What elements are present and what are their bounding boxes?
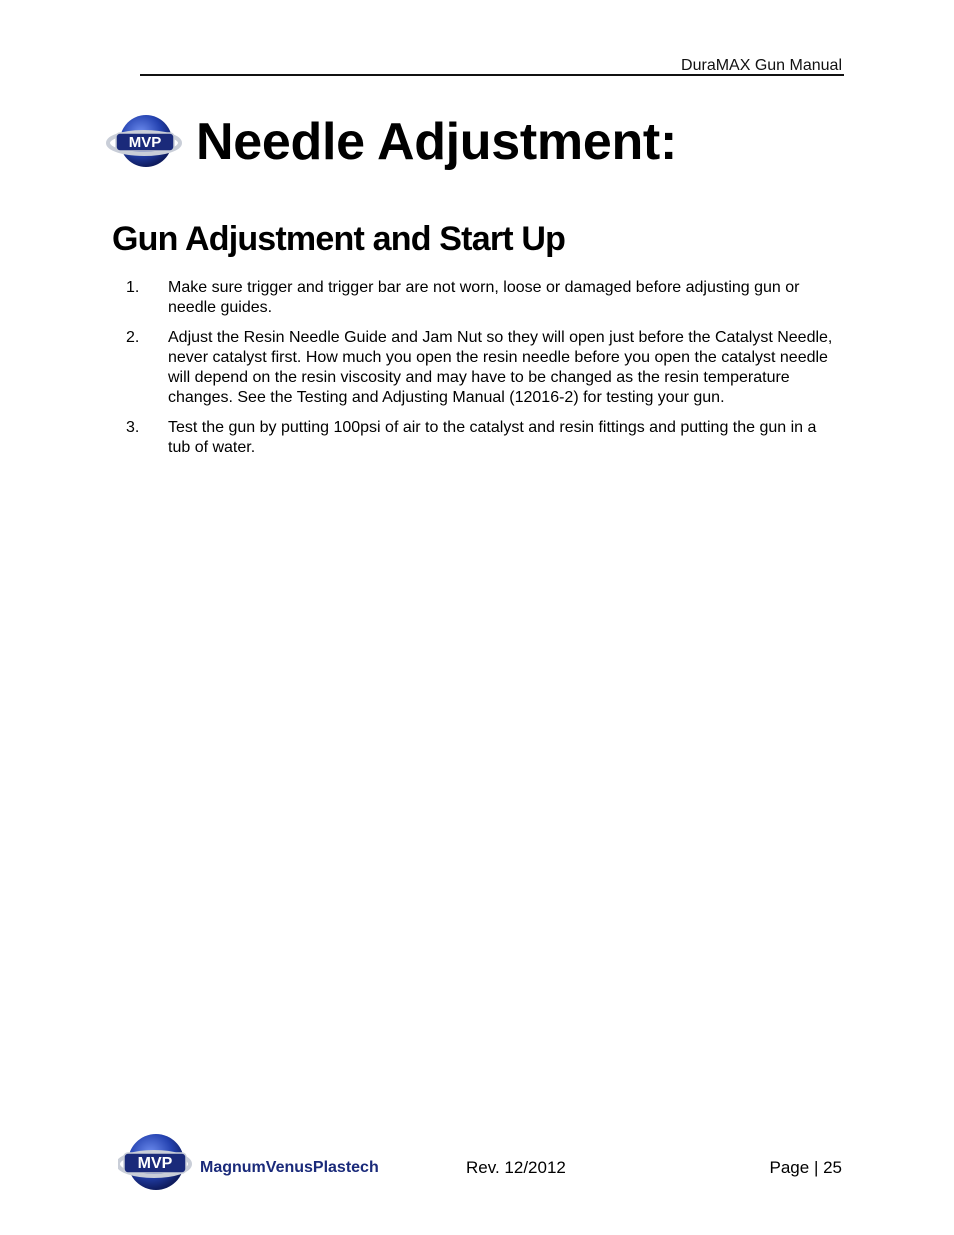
page-title: Needle Adjustment: [196, 113, 677, 171]
mvp-logo-icon [106, 113, 182, 169]
list-item [112, 418, 842, 458]
step-text: Test the gun by putting 100psi of air to the catalyst and resin fittings and putting the gun in a tub of water. [168, 419, 817, 456]
company-name: MagnumVenusPlastech [200, 1159, 379, 1176]
footer-page-number: Page | 25 [769, 1158, 842, 1177]
mvp-globe-icon [118, 1134, 190, 1190]
section-title: Gun Adjustment and Start Up [112, 220, 566, 258]
step-text: Adjust the Resin Needle Guide and Jam Nut so they will open just before the Catalyst Needle, never catalyst first. How much you open the resin needle before you open the catalyst needle will depend on the resin viscosity and may have to be changed as the resin temperature changes. See the Testing and Adjusting Manual (12016-2) for testing your gun. [168, 329, 833, 406]
header-manual-title: DuraMAX Gun Manual [681, 57, 842, 74]
step-number: 3. [126, 419, 140, 436]
logo-badge-text: MVP [128, 134, 162, 151]
footer-revision: Rev. 12/2012 [466, 1158, 566, 1177]
list-item [112, 328, 842, 408]
step-text: Make sure trigger and trigger bar are not worn, loose or damaged before adjusting gun or needle guides. [168, 279, 800, 316]
header-rule [140, 74, 844, 76]
step-number: 1. [126, 279, 140, 296]
steps-list [112, 278, 842, 468]
company-logo [118, 1131, 408, 1193]
list-item [112, 278, 842, 318]
footer-logo-badge-text: MVP [137, 1155, 173, 1172]
step-number: 2. [126, 329, 140, 346]
